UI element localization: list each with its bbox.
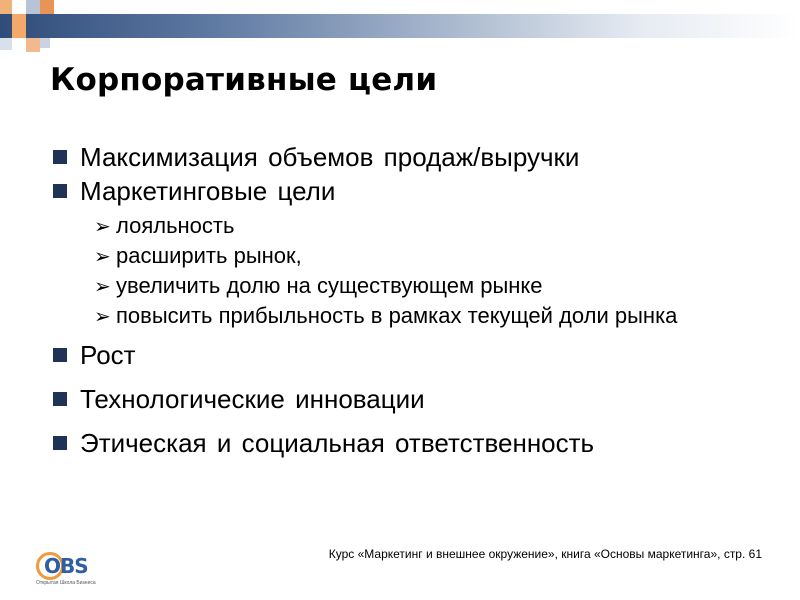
sub-list-item-label: лояльность: [116, 213, 235, 238]
list-item-label: Маркетинговые цели: [80, 176, 336, 206]
arrow-bullet-icon: ➢: [94, 216, 111, 238]
slide-title: Корпоративные цели: [50, 62, 438, 98]
sub-list-item: [50, 304, 716, 328]
list-item: [50, 174, 770, 208]
square-bullet-icon: [53, 436, 67, 450]
decor-square: [12, 14, 26, 38]
list-item: [50, 382, 770, 416]
list-item-label: Этическая и социальная ответственность: [80, 428, 595, 458]
logo-subtext: Открытая Школа Бизнеса: [36, 580, 96, 586]
decor-square: [40, 38, 50, 48]
arrow-bullet-icon: ➢: [94, 276, 111, 298]
list-item-label: Технологические инновации: [80, 384, 425, 414]
list-item-label: Максимизация объемов продаж/выручки: [80, 142, 580, 172]
list-item: [50, 426, 770, 460]
sub-list-item-label: увеличить долю на существующем рынке: [116, 273, 543, 298]
sub-list-item-label: расширить рынок,: [116, 243, 302, 268]
arrow-bullet-icon: ➢: [94, 246, 111, 268]
logo-text: OBS: [44, 554, 88, 578]
decor-square: [0, 0, 12, 14]
sub-list-item: [50, 214, 770, 238]
square-bullet-icon: [53, 392, 67, 406]
list-item-label: Рост: [80, 340, 136, 370]
square-bullet-icon: [53, 184, 67, 198]
decor-square: [0, 38, 12, 50]
sub-list-item: [50, 244, 770, 268]
decor-square: [40, 0, 54, 14]
bullet-list: [50, 140, 770, 460]
decor-square: [26, 38, 40, 52]
square-bullet-icon: [53, 348, 67, 362]
header-gradient-bar: [0, 14, 800, 38]
square-bullet-icon: [53, 150, 67, 164]
list-item: [50, 338, 770, 372]
list-item: [50, 140, 770, 174]
sub-list-item: [50, 274, 770, 298]
sub-list-item-label: повысить прибыльность в рамках текущей доли рынка: [116, 303, 678, 328]
decor-square: [26, 0, 40, 14]
obs-logo: [36, 552, 106, 586]
footer-citation: Курс «Маркетинг и внешнее окружение», книга «Основы маркетинга», стр. 61: [328, 547, 762, 561]
arrow-bullet-icon: ➢: [94, 306, 111, 328]
